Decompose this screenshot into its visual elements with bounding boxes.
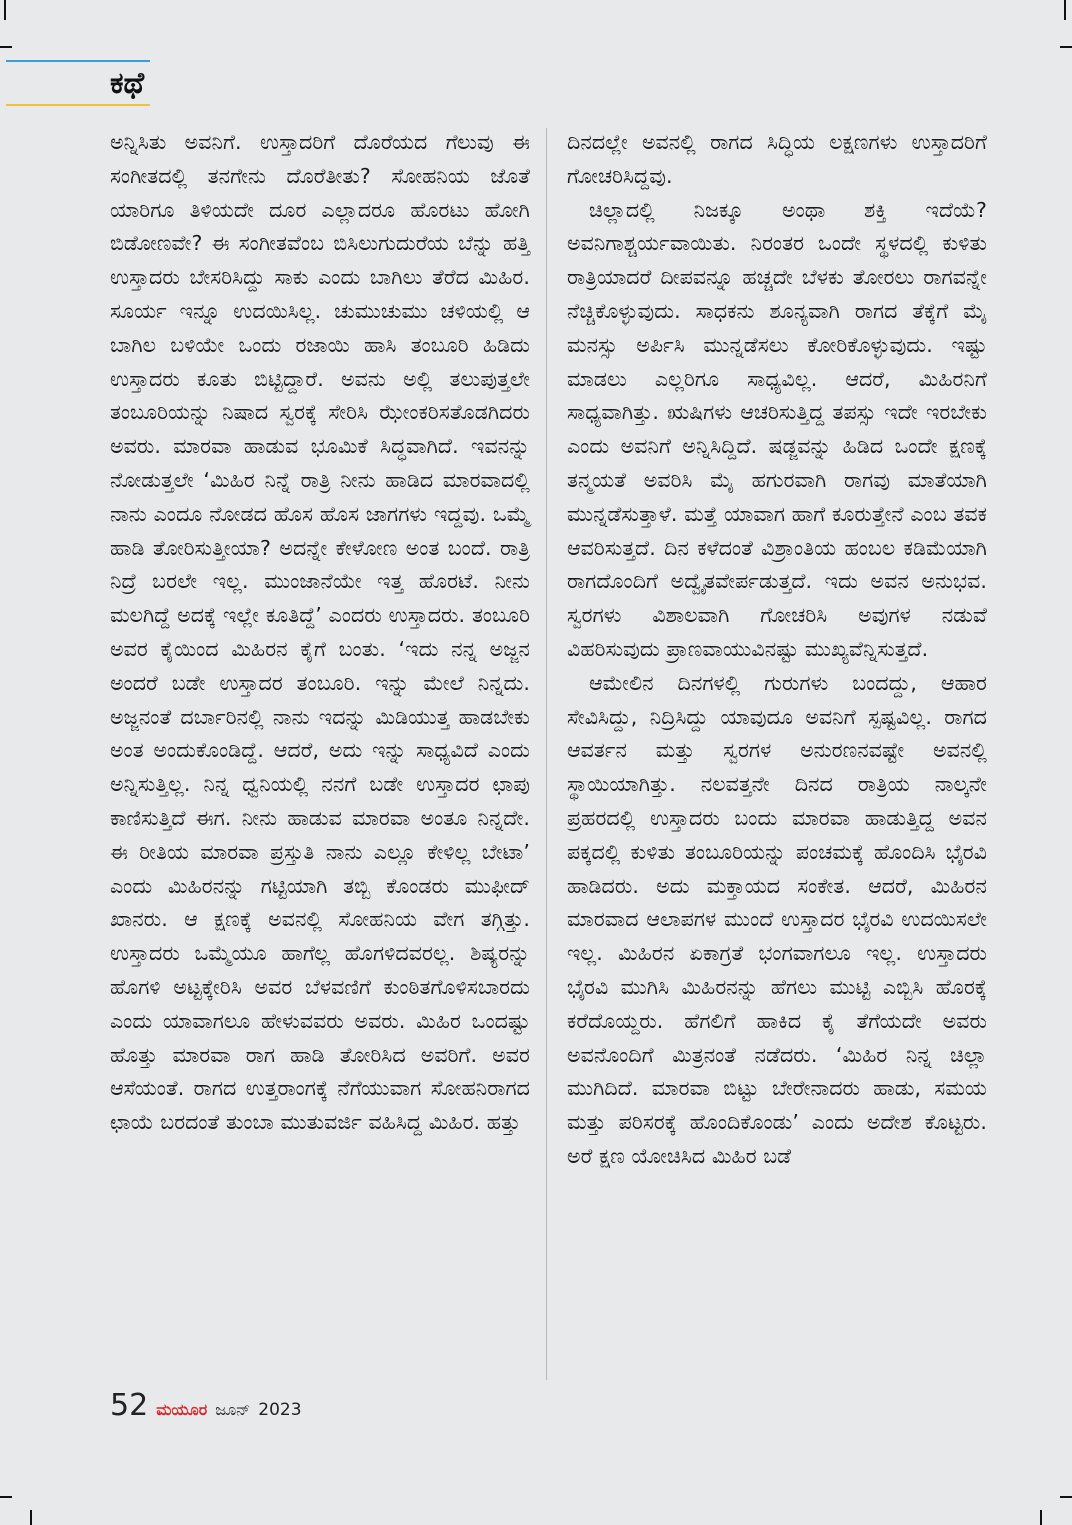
column-divider <box>546 128 547 1380</box>
header-rule-blue <box>6 60 150 62</box>
text-column-left <box>110 126 530 1140</box>
crop-mark-mid-left <box>0 46 12 48</box>
crop-mark-top-left <box>4 0 6 20</box>
crop-mark-top-right <box>1064 0 1066 20</box>
paragraph: ಆಮೇಲಿನ ದಿನಗಳಲ್ಲಿ ಗುರುಗಳು ಬಂದದ್ದು, ಆಹಾರ ಸೇವಿಸಿದ್ದು, ನಿದ್ರಿಸಿದ್ದು ಯಾವುದೂ ಅವನಿಗೆ ಸ್ಪಷ್ಟವಿಲ್ಲ. ರಾಗದ ಆವರ್ತನ ಮತ್ತು ಸ್ವರಗಳ ಅನುರಣನವಷ್ಟೇ ಅವನಲ್ಲಿ ಸ್ಥಾಯಿಯಾಗಿತ್ತು. ನಲವತ್ತನೇ ದಿನದ ರಾತ್ರಿಯ ನಾಲ್ಕನೇ ಪ್ರಹರದಲ್ಲಿ ಉಸ್ತಾದರು ಬಂದು ಮಾರವಾ ಹಾಡುತ್ತಿದ್ದ ಅವನ ಪಕ್ಕದಲ್ಲಿ ಕುಳಿತು ತಂಬೂರಿಯನ್ನು ಪಂಚಮಕ್ಕೆ ಹೊಂದಿಸಿ ಭೈರವಿ ಹಾಡಿದರು. ಅದು ಮಕ್ತಾಯದ ಸಂಕೇತ. ಆದರೆ, ಮಿಹಿರನ ಮಾರವಾದ ಆಲಾಪಗಳ ಮುಂದೆ ಉಸ್ತಾದರ ಭೈರವಿ ಉದಯಿಸಲೇ ಇಲ್ಲ. ಮಿಹಿರನ ಏಕಾಗ್ರತೆ ಭಂಗವಾಗಲೂ ಇಲ್ಲ. ಉಸ್ತಾದರು ಭೈರವಿ ಮುಗಿಸಿ ಮಿಹಿರನನ್ನು ಹೆಗಲು ಮುಟ್ಟಿ ಎಬ್ಬಿಸಿ ಹೊರಕ್ಕೆ ಕರೆದೊಯ್ದರು. ಹೆಗಲಿಗೆ ಹಾಕಿದ ಕೈ ತೆಗೆಯದೇ ಅವರು ಅವನೊಂದಿಗೆ ಮಿತ್ರನಂತೆ ನಡೆದರು. ‘ಮಿಹಿರ ನಿನ್ನ ಚಿಲ್ಲಾ ಮುಗಿದಿದೆ. ಮಾರವಾ ಬಿಟ್ಟು ಬೇರೇನಾದರು ಹಾಡು, ಸಮಯ ಮತ್ತು ಪರಿಸರಕ್ಕೆ ಹೊಂದಿಕೊಂಡು’ ಎಂದು ಅದೇಶ ಕೊಟ್ಟರು. ಅರೆ ಕ್ಷಣ ಯೋಚಿಸಿದ ಮಿಹಿರ ಬಡೆ <box>567 670 987 1168</box>
magazine-name: ಮಯೂರ <box>156 1400 208 1419</box>
crop-mark-mid-right <box>1060 46 1072 48</box>
paragraph: ಅನ್ನಿಸಿತು ಅವನಿಗೆ. ಉಸ್ತಾದರಿಗೆ ದೊರೆಯದ ಗೆಲುವು ಈ ಸಂಗೀತದಲ್ಲಿ ತನಗೇನು ದೊರೆತೀತು? ಸೋಹನಿಯ ಜೊತೆ ಯಾರಿಗೂ ತಿಳಿಯದೇ ದೂರ ಎಲ್ಲಾದರೂ ಹೊರಟು ಹೋಗಿ ಬಿಡೋಣವೇ? ಈ ಸಂಗೀತವೆಂಬ ಬಿಸಿಲುಗುದುರೆಯ ಬೆನ್ನು ಹತ್ತಿ ಉಸ್ತಾದರು ಬೇಸರಿಸಿದ್ದು ಸಾಕು ಎಂದು ಬಾಗಿಲು ತೆರೆದ ಮಿಹಿರ. ಸೂರ್ಯ ಇನ್ನೂ ಉದಯಿಸಿಲ್ಲ. ಚುಮುಚುಮು ಚಳಿಯಲ್ಲಿ ಆ ಬಾಗಿಲ ಬಳಿಯೇ ಒಂದು ರಜಾಯಿ ಹಾಸಿ ತಂಬೂರಿ ಹಿಡಿದು ಉಸ್ತಾದರು ಕೂತು ಬಿಟ್ಟಿದ್ದಾರೆ. ಅವನು ಅಲ್ಲಿ ತಲುಪುತ್ತಲೇ ತಂಬೂರಿಯನ್ನು ನಿಷಾದ ಸ್ವರಕ್ಕೆ ಸೇರಿಸಿ ಝೇಂಕರಿಸತೊಡಗಿದರು ಅವರು. ಮಾರವಾ ಹಾಡುವ ಭೂಮಿಕೆ ಸಿದ್ಧವಾಗಿದೆ. ಇವನನ್ನು ನೋಡುತ್ತಲೇ ‘ಮಿಹಿರ ನಿನ್ನೆ ರಾತ್ರಿ ನೀನು ಹಾಡಿದ ಮಾರವಾದಲ್ಲಿ ನಾನು ಎಂದೂ ನೋಡದ ಹೊಸ ಹೊಸ ಜಾಗಗಳು ಇದ್ದವು. ಒಮ್ಮೆ ಹಾಡಿ ತೋರಿಸುತ್ತೀಯಾ? ಅದನ್ನೇ ಕೇಳೋಣ ಅಂತ ಬಂದೆ. ರಾತ್ರಿ ನಿದ್ರೆ ಬರಲೇ ಇಲ್ಲ. ಮುಂಜಾನೆಯೇ ಇತ್ತ ಹೊರಟೆ. ನೀನು ಮಲಗಿದ್ದೆ ಅದಕ್ಕೆ ಇಲ್ಲೇ ಕೂತಿದ್ದೆ’ ಎಂದರು ಉಸ್ತಾದರು. ತಂಬೂರಿ ಅವರ ಕೈಯಿಂದ ಮಿಹಿರನ ಕೈಗೆ ಬಂತು. ‘ಇದು ನನ್ನ ಅಜ್ಜನ ಅಂದರೆ ಬಡೇ ಉಸ್ತಾದರ ತಂಬೂರಿ. ಇನ್ನು ಮೇಲೆ ನಿನ್ನದು. ಅಜ್ಜನಂತೆ ದರ್ಬಾರಿನಲ್ಲಿ ನಾನು ಇದನ್ನು ಮಿಡಿಯುತ್ತ ಹಾಡಬೇಕು ಅಂತ ಅಂದುಕೊಂಡಿದ್ದೆ. ಆದರೆ, ಅದು ಇನ್ನು ಸಾಧ್ಯವಿದೆ ಎಂದು ಅನ್ನಿಸುತ್ತಿಲ್ಲ. ನಿನ್ನ ಧ್ವನಿಯಲ್ಲಿ ನನಗೆ ಬಡೇ ಉಸ್ತಾದರ ಛಾಪು ಕಾಣಿಸುತ್ತಿದೆ ಈಗ. ನೀನು ಹಾಡುವ ಮಾರವಾ ಅಂತೂ ನಿನ್ನದೇ. ಈ ರೀತಿಯ ಮಾರವಾ ಪ್ರಸ್ತುತಿ ನಾನು ಎಲ್ಲೂ ಕೇಳಿಲ್ಲ ಬೇಟಾ’ ಎಂದು ಮಿಹಿರನನ್ನು ಗಟ್ಟಿಯಾಗಿ ತಬ್ಬಿ ಕೊಂಡರು ಮುಫೀದ್ ಖಾನರು. ಆ ಕ್ಷಣಕ್ಕೆ ಅವನಲ್ಲಿ ಸೋಹನಿಯ ವೇಗ ತಗ್ಗಿತ್ತು. ಉಸ್ತಾದರು ಒಮ್ಮೆಯೂ ಹಾಗೆಲ್ಲ ಹೊಗಳಿದವರಲ್ಲ. ಶಿಷ್ಯರನ್ನು ಹೊಗಳಿ ಅಟ್ಟಕ್ಕೇರಿಸಿ ಅವರ ಬೆಳವಣಿಗೆ ಕುಂಠಿತಗೊಳಿಸಬಾರದು ಎಂದು ಯಾವಾಗಲೂ ಹೇಳುವವರು ಅವರು. ಮಿಹಿರ ಒಂದಷ್ಟು ಹೊತ್ತು ಮಾರವಾ ರಾಗ ಹಾಡಿ ತೋರಿಸಿದ ಅವರಿಗೆ. ಅವರ ಆಸೆಯಂತೆ. ರಾಗದ ಉತ್ತರಾಂಗಕ್ಕೆ ನೆಗೆಯುವಾಗ ಸೋಹನಿರಾಗದ ಛಾಯೆ ಬರದಂತೆ ತುಂಬಾ ಮುತುವರ್ಜಿ ವಹಿಸಿದ್ದ ಮಿಹಿರ. ಹತ್ತು <box>110 130 530 1135</box>
issue-month: ಜೂನ್ <box>215 1400 251 1419</box>
page-number: 52 <box>110 1388 149 1423</box>
paragraph: ಚಿಲ್ಲಾದಲ್ಲಿ ನಿಜಕ್ಕೂ ಅಂಥಾ ಶಕ್ತಿ ಇದೆಯೆ? ಅವನಿಗಾಶ್ಚರ್ಯವಾಯಿತು. ನಿರಂತರ ಒಂದೇ ಸ್ಥಳದಲ್ಲಿ ಕುಳಿತು ರಾತ್ರಿಯಾದರೆ ದೀಪವನ್ನೂ ಹಚ್ಚದೇ ಬೆಳಕು ತೋರಲು ರಾಗವನ್ನೇ ನೆಚ್ಚಿಕೊಳ್ಳುವುದು. ಸಾಧಕನು ಶೂನ್ಯವಾಗಿ ರಾಗದ ತೆಕ್ಕೆಗೆ ಮೈ ಮನಸ್ಸು ಅರ್ಪಿಸಿ ಮುನ್ನಡೆಸಲು ಕೋರಿಕೊಳ್ಳುವುದು. ಇಷ್ಟು ಮಾಡಲು ಎಲ್ಲರಿಗೂ ಸಾಧ್ಯವಿಲ್ಲ. ಆದರೆ, ಮಿಹಿರನಿಗೆ ಸಾಧ್ಯವಾಗಿತ್ತು. ಋಷಿಗಳು ಆಚರಿಸುತ್ತಿದ್ದ ತಪಸ್ಸು ಇದೇ ಇರಬೇಕು ಎಂದು ಅವನಿಗೆ ಅನ್ನಿಸಿದ್ದಿದೆ. ಷಡ್ಜವನ್ನು ಹಿಡಿದ ಒಂದೇ ಕ್ಷಣಕ್ಕೆ ತನ್ಮಯತೆ ಅವರಿಸಿ ಮೈ ಹಗುರವಾಗಿ ರಾಗವು ಮಾತೆಯಾಗಿ ಮುನ್ನಡೆಸುತ್ತಾಳೆ. ಮತ್ತೆ ಯಾವಾಗ ಹಾಗೆ ಕೂರುತ್ತೇನೆ ಎಂಬ ತವಕ ಆವರಿಸುತ್ತದೆ. ದಿನ ಕಳೆದಂತೆ ವಿಶ್ರಾಂತಿಯ ಹಂಬಲ ಕಡಿಮೆಯಾಗಿ ರಾಗದೊಂದಿಗೆ ಅದ್ವೈತವೇರ್ಪಡುತ್ತದೆ. ಇದು ಅವನ ಅನುಭವ. ಸ್ವರಗಳು ವಿಶಾಲವಾಗಿ ಗೋಚರಿಸಿ ಅವುಗಳ ನಡುವೆ ವಿಹರಿಸುವುದು ಪ್ರಾಣವಾಯುವಿನಷ್ಟು ಮುಖ್ಯವೆನ್ನಿಸುತ್ತದೆ. <box>567 197 987 661</box>
crop-mark-bottom-left-v <box>30 1510 32 1525</box>
crop-mark-bottom-left <box>0 1496 12 1498</box>
section-title: ಕಥೆ <box>110 66 145 101</box>
crop-mark-bottom-right <box>1060 1496 1072 1498</box>
paragraph: ದಿನದಲ್ಲೇ ಅವನಲ್ಲಿ ರಾಗದ ಸಿದ್ಧಿಯ ಲಕ್ಷಣಗಳು ಉಸ್ತಾದರಿಗೆ ಗೋಚರಿಸಿದ್ದವು. <box>567 130 987 188</box>
crop-mark-bottom-right-v <box>1040 1510 1042 1525</box>
issue-year: 2023 <box>258 1400 302 1420</box>
text-column-right <box>567 126 987 1174</box>
page-footer <box>110 1388 302 1428</box>
header-rule-yellow <box>6 104 150 106</box>
